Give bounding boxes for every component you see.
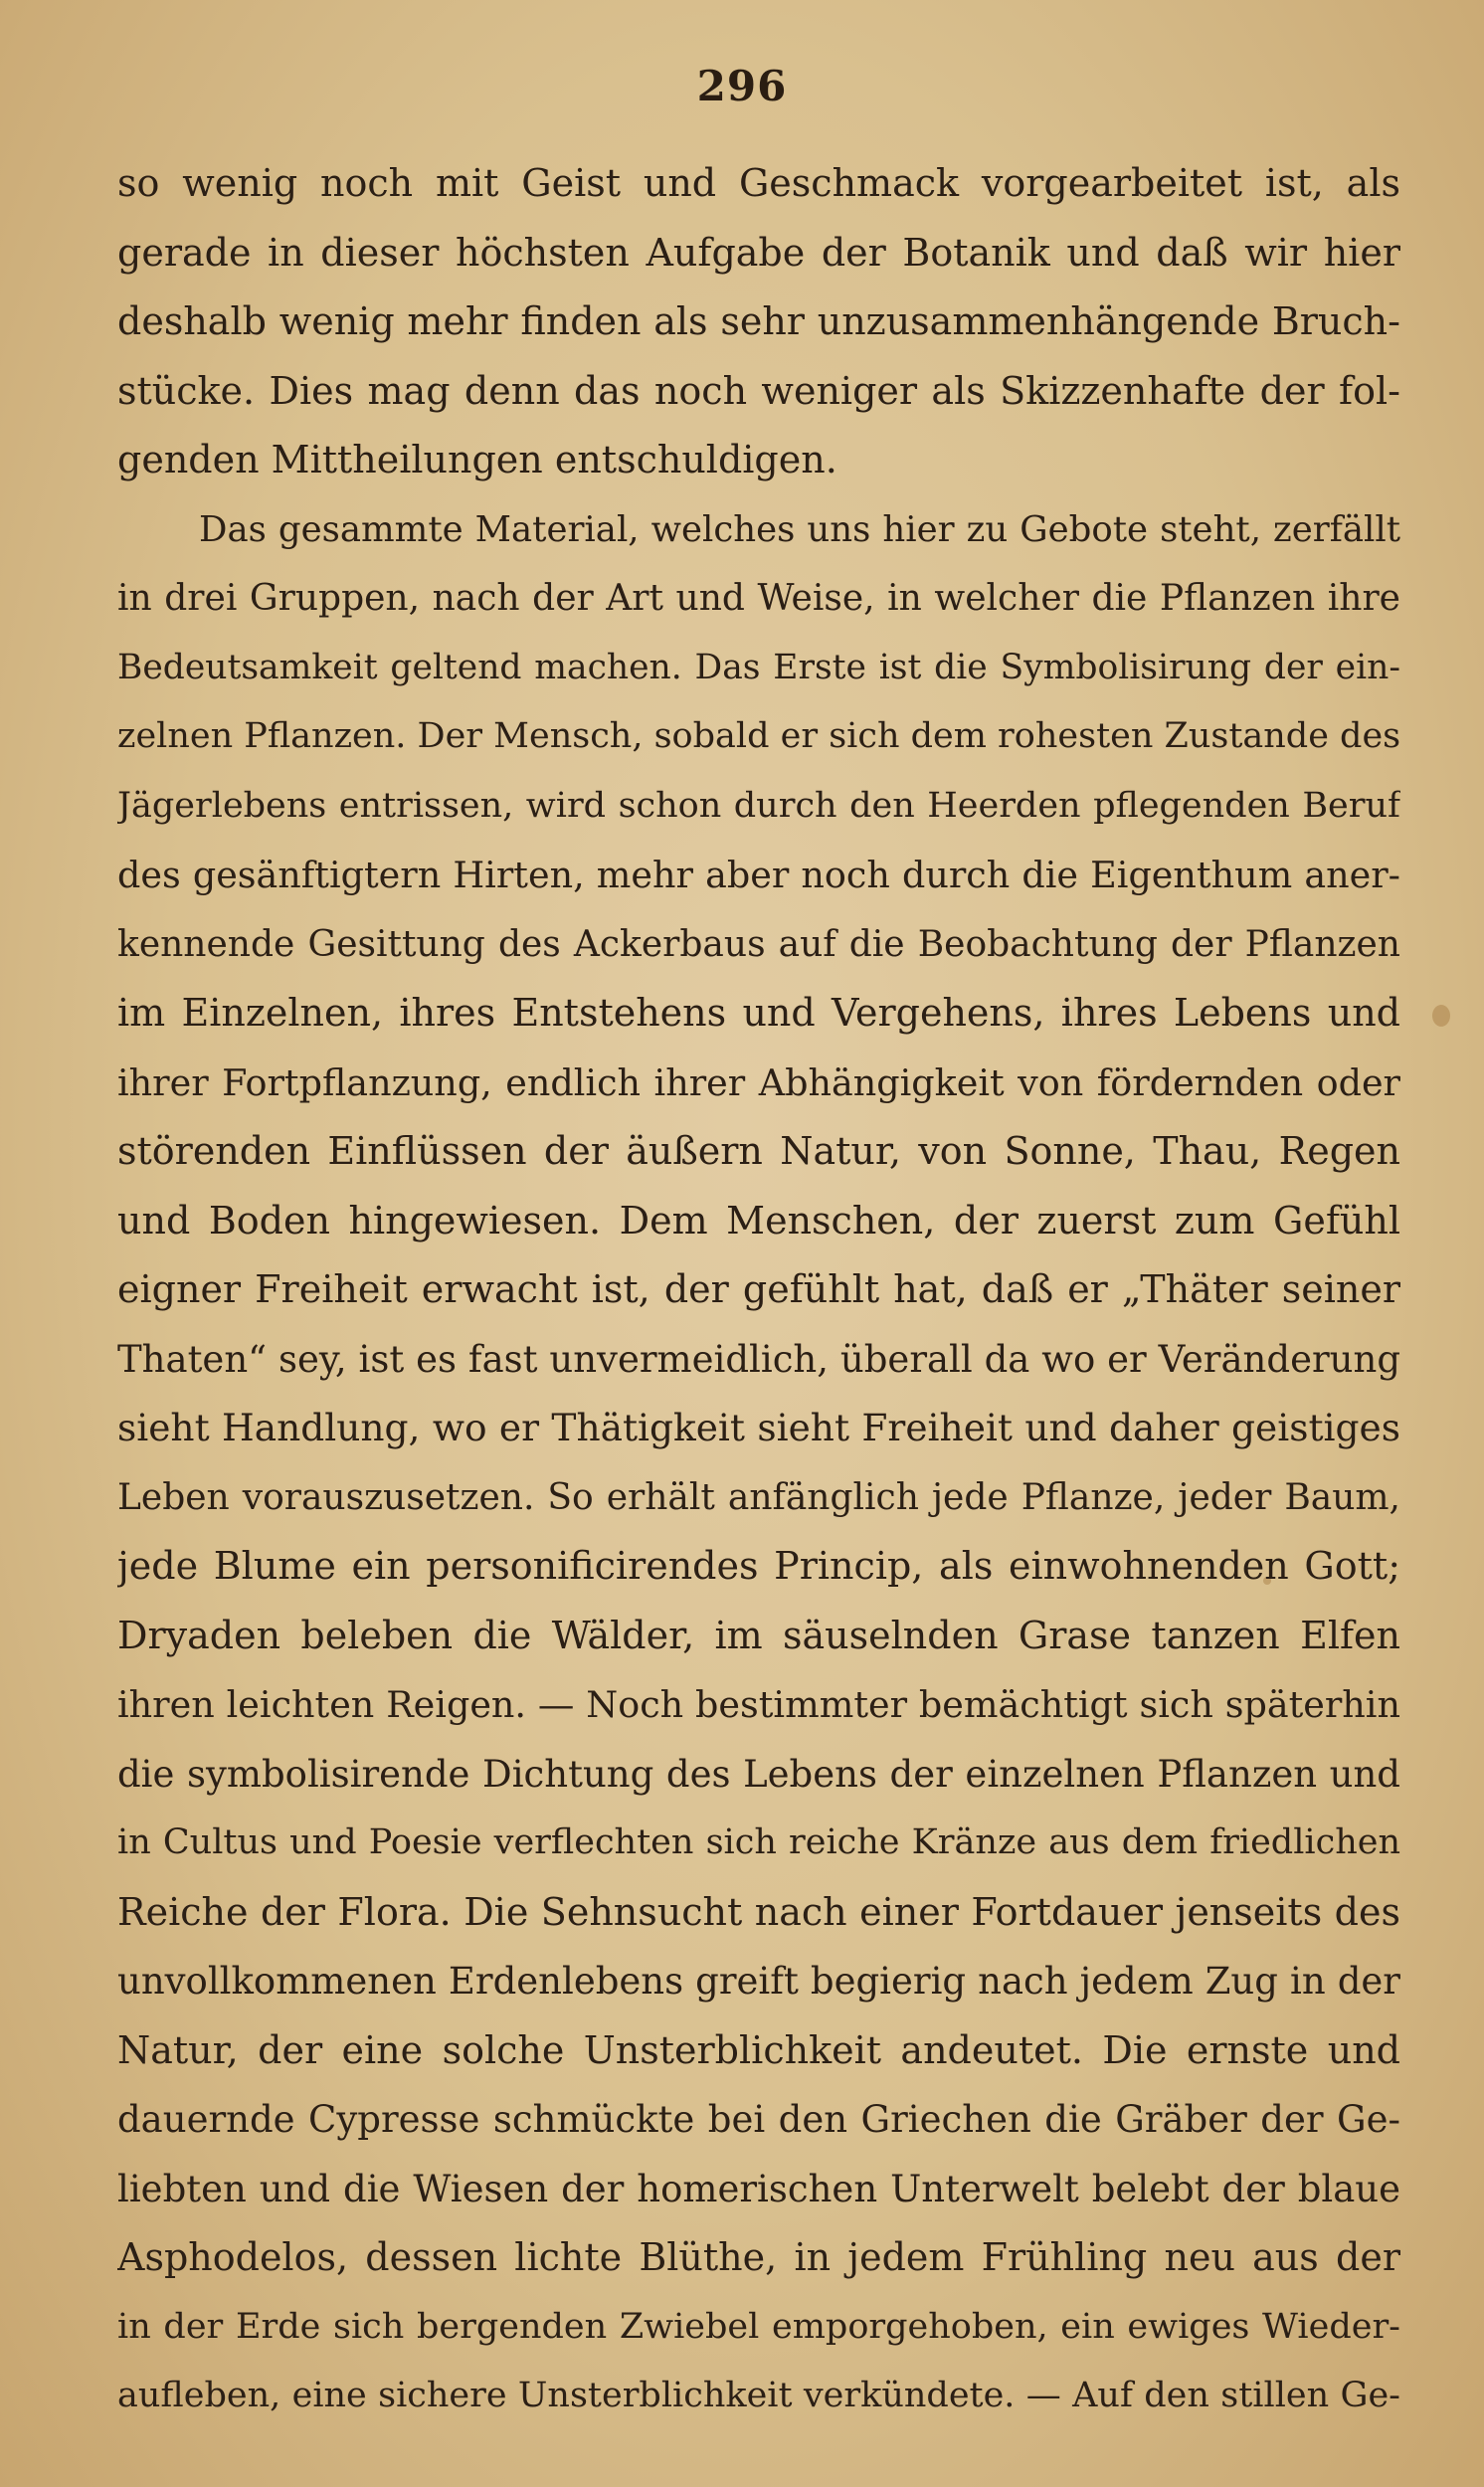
text-body bbox=[117, 149, 1400, 2431]
text-line: Natur, der eine solche Unsterblichkeit andeutet. Die ernste und bbox=[117, 2027, 1400, 2072]
text-line: ihren leichten Reigen. — Noch bestimmter bemächtigt sich späterhin bbox=[117, 1683, 1400, 1726]
text-line: sieht Handlung, wo er Thätigkeit sieht Freiheit und daher geistiges bbox=[117, 1406, 1400, 1449]
text-line: kennende Gesittung des Ackerbaus auf die Beobachtung der Pflanzen bbox=[117, 923, 1400, 965]
text-line: im Einzelnen, ihres Entstehens und Vergehens, ihres Lebens und bbox=[117, 991, 1400, 1035]
text-line: eigner Freiheit erwacht ist, der gefühlt hat, daß er „Thäter seiner bbox=[117, 1267, 1400, 1311]
text-line: unvollkommenen Erdenlebens greift begierig nach jedem Zug in der bbox=[117, 1960, 1400, 2003]
text-line: Jägerlebens entrissen, wird schon durch den Heerden pflegenden Beruf bbox=[117, 785, 1400, 826]
text-line: liebten und die Wiesen der homerischen Unterwelt belebt der blaue bbox=[117, 2167, 1400, 2210]
text-line: genden Mittheilungen entschuldigen. bbox=[117, 438, 837, 481]
text-line: Thaten“ sey, ist es fast unvermeidlich, überall da wo er Veränderung bbox=[117, 1337, 1400, 1381]
paper-stain bbox=[1432, 1005, 1450, 1027]
paragraph-first-line: Das gesammte Material, welches uns hier zu Gebote steht, zerfällt bbox=[199, 508, 1400, 550]
text-line: in Cultus und Poesie verflechten sich reiche Kränze aus dem friedlichen bbox=[117, 1822, 1400, 1862]
text-line: zelnen Pflanzen. Der Mensch, sobald er sich dem rohesten Zustande des bbox=[117, 716, 1400, 756]
text-line: ihrer Fortpflanzung, endlich ihrer Abhängigkeit von fördernden oder bbox=[117, 1060, 1400, 1104]
text-line: so wenig noch mit Geist und Geschmack vorgearbeitet ist, als bbox=[117, 161, 1400, 205]
text-line: Asphodelos, dessen lichte Blüthe, in jedem Frühling neu aus der bbox=[117, 2235, 1400, 2279]
text-line: störenden Einflüssen der äußern Natur, von Sonne, Thau, Regen bbox=[117, 1129, 1400, 1173]
text-line: dauernde Cypresse schmückte bei den Griechen die Gräber der Ge- bbox=[117, 2098, 1400, 2141]
text-line: jede Blume ein personificirendes Princip, als einwohnenden Gott; bbox=[117, 1544, 1400, 1588]
text-line: und Boden hingewiesen. Dem Menschen, der zuerst zum Gefühl bbox=[117, 1198, 1400, 1243]
text-line: in der Erde sich bergenden Zwiebel emporgehoben, ein ewiges Wieder- bbox=[117, 2306, 1400, 2347]
text-line: Reiche der Flora. Die Sehnsucht nach einer Fortdauer jenseits des bbox=[117, 1889, 1400, 1934]
text-line: Bedeutsamkeit geltend machen. Das Erste ist die Symbolisirung der ein- bbox=[117, 647, 1400, 687]
page-number: 296 bbox=[696, 62, 788, 110]
text-line: Dryaden beleben die Wälder, im säuselnden Grase tanzen Elfen bbox=[117, 1613, 1400, 1657]
text-line: deshalb wenig mehr finden als sehr unzusammenhängende Bruch- bbox=[117, 299, 1400, 343]
text-line: in drei Gruppen, nach der Art und Weise, in welcher die Pflanzen ihre bbox=[117, 578, 1400, 619]
text-line: Leben vorauszusetzen. So erhält anfänglich jede Pflanze, jeder Baum, bbox=[117, 1476, 1400, 1518]
text-line: aufleben, eine sichere Unsterblichkeit verkündete. — Auf den stillen Ge- bbox=[117, 2376, 1400, 2415]
text-line: die symbolisirende Dichtung des Lebens der einzelnen Pflanzen und bbox=[117, 1752, 1400, 1796]
text-line: des gesänftigtern Hirten, mehr aber noch durch die Eigenthum aner- bbox=[117, 854, 1400, 896]
text-line: stücke. Dies mag denn das noch weniger als Skizzenhafte der fol- bbox=[117, 368, 1400, 413]
text-line: gerade in dieser höchsten Aufgabe der Botanik und daß wir hier bbox=[117, 230, 1400, 275]
